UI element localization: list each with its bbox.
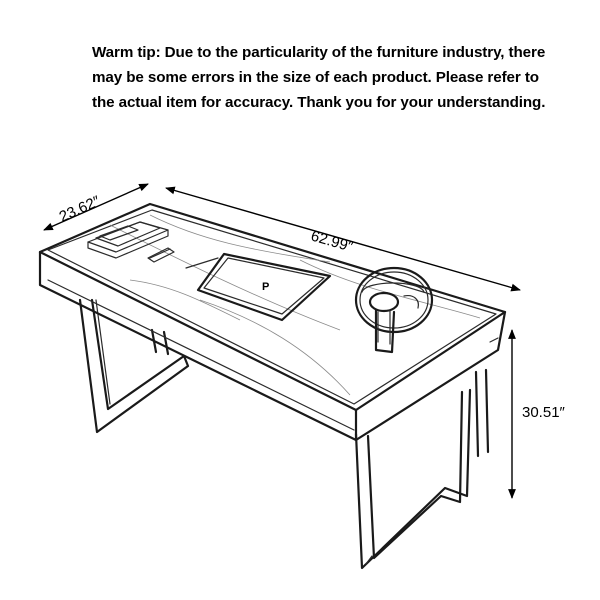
desk-accessories — [88, 222, 218, 268]
height-label: 30.51″ — [522, 404, 565, 421]
warm-tip-notice: Warm tip: Due to the particularity of the furniture industry, there may be some errors in the size of each product. Please refer to the actual item for accuracy. Thank you for your understanding. — [92, 44, 546, 111]
table-lamp — [356, 268, 432, 352]
depth-label: 23.62″ — [56, 192, 103, 226]
length-label: 62.99″ — [308, 227, 355, 256]
laptop-logo: P — [262, 281, 270, 293]
laptop — [198, 254, 330, 320]
desk-legs — [80, 300, 488, 568]
